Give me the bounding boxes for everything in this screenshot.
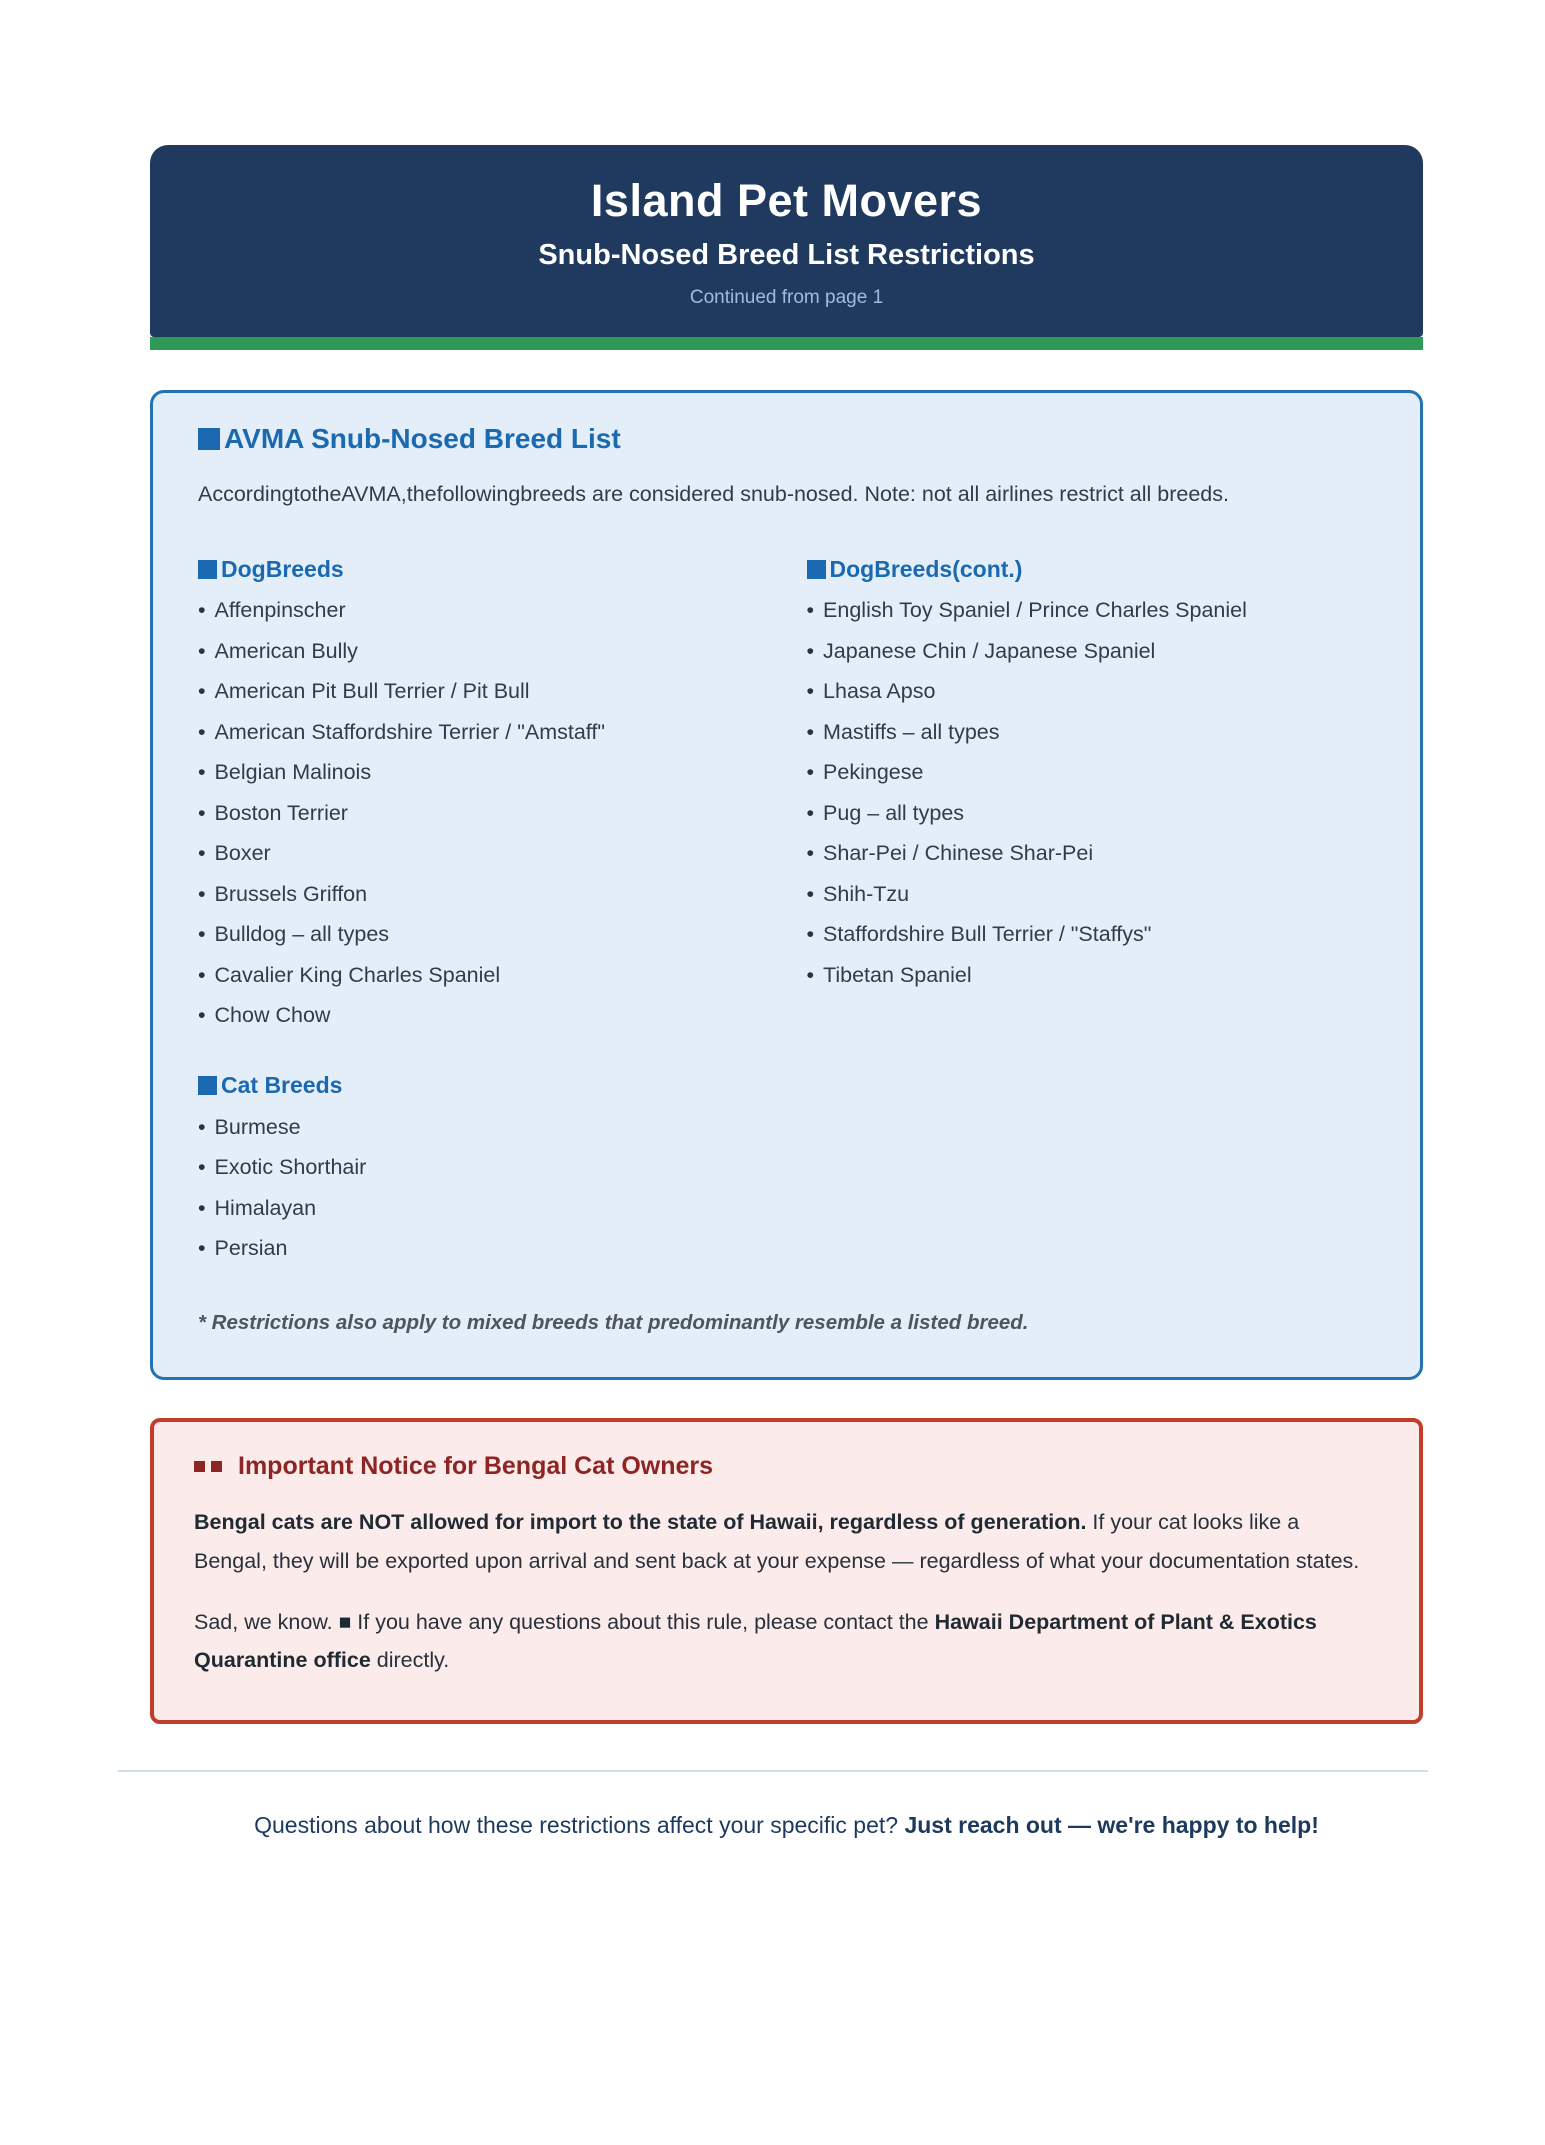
list-item [807, 639, 1376, 664]
list-item [198, 639, 767, 664]
bullet-icon: • [198, 800, 206, 825]
breed-name: Pekingese [823, 760, 924, 785]
list-item [807, 760, 1376, 785]
breed-name: American Bully [214, 638, 358, 663]
breed-name: Himalayan [214, 1195, 317, 1220]
breed-name: Burmese [214, 1114, 301, 1139]
breed-name: American Pit Bull Terrier / Pit Bull [214, 679, 530, 704]
dog-breeds-column-1 [198, 556, 767, 1029]
breed-name: English Toy Spaniel / Prince Charles Spaniel [823, 598, 1247, 623]
bullet-icon: • [198, 719, 206, 744]
breed-list-heading [198, 423, 1375, 455]
list-item [807, 598, 1376, 623]
notice-bullets-icon [194, 1461, 222, 1472]
breed-name: Japanese Chin / Japanese Spaniel [823, 638, 1156, 663]
breed-name: Boston Terrier [214, 800, 348, 825]
bullet-icon: • [198, 760, 206, 785]
list-item [198, 598, 767, 623]
bullet-icon: • [198, 841, 206, 866]
bullet-icon: • [198, 922, 206, 947]
breed-name: Tibetan Spaniel [823, 962, 972, 987]
bullet-icon: • [806, 922, 815, 947]
breed-name: Belgian Malinois [214, 760, 372, 785]
page [150, 145, 1423, 1839]
accent-bar [150, 337, 1423, 350]
bullet-icon: • [198, 598, 206, 623]
list-item [198, 801, 767, 826]
square-icon [198, 1076, 217, 1095]
notice-title: Important Notice for Bengal Cat Owners [238, 1452, 714, 1481]
dog-breeds-list-2 [807, 598, 1376, 988]
list-item [198, 1236, 1375, 1261]
list-item [198, 1196, 1375, 1221]
list-item [198, 841, 767, 866]
breed-name: Lhasa Apso [823, 679, 936, 704]
list-item [807, 841, 1376, 866]
notice-heading [194, 1452, 1379, 1481]
bullet-icon: • [806, 679, 815, 704]
list-item [198, 1003, 767, 1028]
square-icon [198, 560, 217, 579]
dog-breeds-title: DogBreeds [221, 555, 344, 582]
mixed-breeds-footnote: * Restrictions also apply to mixed breeds that predominantly resemble a listed breed. [198, 1311, 1029, 1335]
notice-p2-mid: If you have any questions about this rule, please contact the [351, 1609, 935, 1634]
page-subtitle: Snub-Nosed Breed List Restrictions [538, 239, 1035, 271]
dog-breeds-heading [198, 556, 767, 583]
cat-breeds-section [198, 1072, 1375, 1261]
breed-name: Shih-Tzu [823, 881, 910, 906]
missing-emoji-icon: ■ [338, 1610, 352, 1634]
square-icon [198, 428, 220, 450]
notice-p2-end: directly. [370, 1648, 450, 1673]
breed-name: Exotic Shorthair [214, 1155, 367, 1180]
bullet-icon: • [806, 638, 815, 663]
bullet-icon: • [198, 638, 206, 663]
dog-breeds-list-1 [198, 598, 767, 1028]
bengal-notice-panel [150, 1418, 1423, 1724]
breed-name: Mastiffs – all types [823, 719, 1000, 744]
bullet-icon: • [806, 760, 815, 785]
footer-divider [118, 1770, 1428, 1772]
notice-paragraph-2 [194, 1603, 1374, 1680]
dog-breeds-cont-heading [807, 556, 1376, 583]
bullet-icon: • [806, 962, 815, 987]
bullet-icon: • [198, 1195, 206, 1220]
bullet-icon: • [198, 1236, 206, 1261]
bullet-icon: • [806, 841, 815, 866]
breed-name: Brussels Griffon [214, 881, 368, 906]
breed-name: Affenpinscher [214, 598, 346, 623]
bullet-icon: • [198, 881, 206, 906]
cat-breeds-title: Cat Breeds [221, 1072, 343, 1099]
notice-p2-start: Sad, we know. [194, 1609, 339, 1634]
breed-list-title: AVMA Snub-Nosed Breed List [224, 423, 621, 454]
notice-paragraph-1-rest: If your cat looks like a Bengal, they will be exported upon arrival and sent back at your expense — regardless of what your documentation states. [194, 1510, 1360, 1573]
list-item [198, 720, 767, 745]
list-item [198, 1115, 1375, 1140]
list-item [807, 801, 1376, 826]
breed-list-intro: AccordingtotheAVMA,thefollowingbreeds are considered snub-nosed. Note: not all airlines restrict all breeds. [198, 482, 1229, 506]
breed-list-panel [150, 390, 1423, 1380]
bullet-icon: • [198, 1003, 206, 1028]
notice-bold-lead: Bengal cats are NOT allowed for import to the state of Hawaii, regardless of generation. [194, 1510, 1087, 1535]
bullet-icon: • [198, 962, 206, 987]
cat-breeds-heading [198, 1072, 1375, 1099]
list-item [198, 963, 767, 988]
breed-name: Chow Chow [214, 1003, 331, 1028]
list-item [198, 679, 767, 704]
breed-name: Shar-Pei / Chinese Shar-Pei [823, 841, 1094, 866]
footer-cta: Just reach out — we're happy to help! [904, 1812, 1319, 1839]
footer-message [150, 1812, 1423, 1839]
list-item [198, 760, 767, 785]
breed-name: Pug – all types [823, 800, 965, 825]
breed-name: American Staffordshire Terrier / "Amstaff" [214, 719, 605, 744]
breed-name: Cavalier King Charles Spaniel [214, 962, 501, 987]
bullet-icon: • [806, 800, 815, 825]
page-title: Island Pet Movers [590, 175, 983, 226]
bullet-icon: • [198, 679, 206, 704]
breed-name: Persian [214, 1236, 288, 1261]
notice-office-name: Hawaii Department of Plant & Exotics Quarantine office [194, 1609, 1317, 1673]
bullet-icon: • [198, 1155, 206, 1180]
dog-breeds-cont-title: DogBreeds(cont.) [829, 555, 1023, 582]
header-banner [150, 145, 1423, 337]
continued-note: Continued from page 1 [689, 287, 884, 308]
list-item [807, 720, 1376, 745]
list-item [807, 679, 1376, 704]
dog-breeds-column-2 [807, 556, 1376, 1029]
bullet-icon: • [806, 598, 815, 623]
list-item [807, 963, 1376, 988]
breed-name: Bulldog – all types [214, 922, 390, 947]
dog-breeds-columns [198, 556, 1375, 1029]
cat-breeds-list [198, 1115, 1375, 1262]
breed-name: Staffordshire Bull Terrier / "Staffys" [823, 922, 1152, 947]
list-item [198, 882, 767, 907]
list-item [198, 1155, 1375, 1180]
square-icon [807, 560, 826, 579]
bullet-icon: • [806, 881, 815, 906]
notice-paragraph-1 [194, 1503, 1374, 1580]
footer-question: Questions about how these restrictions affect your specific pet? [254, 1812, 905, 1839]
list-item [807, 882, 1376, 907]
bullet-icon: • [806, 719, 815, 744]
bullet-icon: • [198, 1114, 206, 1139]
list-item [198, 922, 767, 947]
breed-name: Boxer [214, 841, 271, 866]
list-item [807, 922, 1376, 947]
